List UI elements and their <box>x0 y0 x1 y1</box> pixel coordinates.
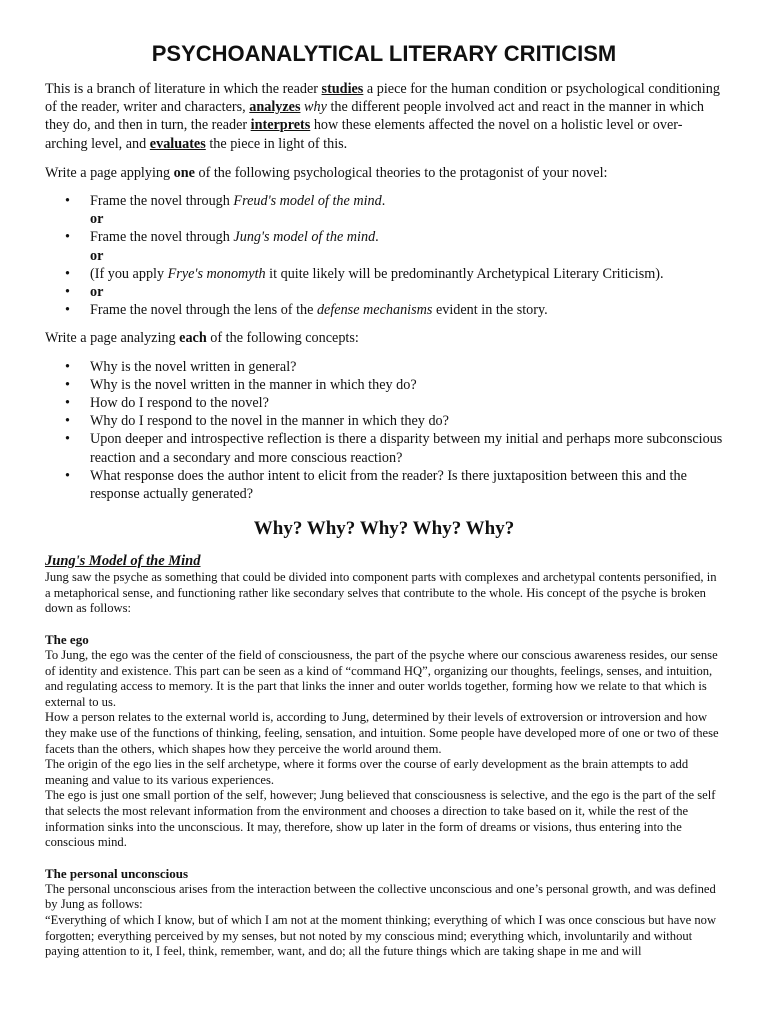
keyword-one: one <box>173 164 195 181</box>
keyword-interprets: interprets <box>250 117 311 134</box>
ego-paragraph: To Jung, the ego was the center of the field of consciousness, the part of the psyche where our conscious awareness resides, our sense of identity and existence. This part can be seen as a kind of “command HQ”, organizing our thoughts, feelings, senses, and intuition, and regulating access to memory. It is the part that links the inner and outer worlds together, forming how we relate to that which is external to us. <box>45 648 718 709</box>
bullet-icon: • <box>65 413 70 430</box>
page-title: PSYCHOANALYTICAL LITERARY CRITICISM <box>151 41 617 66</box>
or-separator: or <box>90 247 104 264</box>
list-item-emphasis: Jung's model of the mind <box>233 229 376 246</box>
list-item <box>45 283 723 301</box>
list-item-text: evident in the story. <box>432 302 548 319</box>
list-item <box>45 412 723 430</box>
bullet-icon: • <box>65 302 70 319</box>
list-item-emphasis: defense mechanisms <box>316 302 433 319</box>
list-item-text: Frame the novel through the lens of the <box>90 302 317 319</box>
emphasis-why: why <box>304 99 327 116</box>
why-heading: Why? Why? Why? Why? Why? <box>253 518 515 540</box>
list-item-text: Frame the novel through <box>90 193 234 210</box>
intro-text: how these elements affected the novel on a holistic level or over-arching level, and <box>45 117 683 152</box>
keyword-studies: studies <box>321 81 364 97</box>
list-item-text: Why is the novel written in general? <box>90 358 297 375</box>
bullet-icon: • <box>65 431 70 448</box>
keyword-each: each <box>179 330 207 347</box>
bullet-icon: • <box>65 265 70 282</box>
list-item <box>45 301 723 319</box>
instruction-text: of the following psychological theories to the protagonist of your novel: <box>194 164 608 181</box>
instruction-text: Write a page analyzing <box>45 330 180 347</box>
list-item <box>45 430 723 466</box>
list-item-text: . <box>375 229 379 246</box>
list-item <box>45 467 723 503</box>
list-item-text: (If you apply <box>90 265 168 282</box>
list-item <box>45 228 723 246</box>
list-item-text: Why do I respond to the novel in the manner in which they do? <box>90 413 449 430</box>
list-item <box>45 376 723 394</box>
list-item-emphasis: Freud's model of the mind <box>233 193 382 210</box>
subheading-ego: The ego <box>45 632 89 648</box>
intro-paragraph <box>45 80 723 153</box>
list-item-text: How do I respond to the novel? <box>90 395 269 412</box>
instruction-text: Write a page applying <box>45 164 174 181</box>
list-item-text: it quite likely will be predominantly Archetypical Literary Criticism). <box>265 265 664 282</box>
intro-text: the different people involved act and react in the manner in which they do, and then in turn, the reader <box>45 99 705 134</box>
bullet-icon: • <box>65 376 70 393</box>
list-item-text: Upon deeper and introspective reflection is there a disparity between my initial and perhaps more subconscious reaction and a secondary and more conscious reaction? <box>90 431 723 466</box>
document-page <box>45 40 723 960</box>
bullet-icon: • <box>65 284 70 301</box>
or-separator: or <box>90 284 104 301</box>
keyword-analyzes: analyzes <box>249 99 301 116</box>
list-item <box>45 358 723 376</box>
ego-paragraph: The origin of the ego lies in the self archetype, where it forms over the course of early development as the brain attempts to add meaning and value to its various experiences. <box>45 757 689 787</box>
list-item-text: . <box>381 193 386 210</box>
bullet-icon: • <box>65 467 70 484</box>
list-item <box>45 394 723 412</box>
jung-intro-paragraph: Jung saw the psyche as something that could be divided into component parts with complexes and archetypal contents personified, in a metaphorical sense, and functioning rather like secondary selves that contribute to the whole. His concept of the psyche is broken down as follows: <box>45 570 717 616</box>
personal-unconscious-paragraph: The personal unconscious arises from the interaction between the collective unconscious and one’s personal growth, and was defined by Jung as follows: <box>45 881 716 912</box>
list-item-text: Why is the novel written in the manner in which they do? <box>90 376 417 393</box>
instruction-text: of the following concepts: <box>206 330 359 347</box>
bullet-icon: • <box>65 193 70 210</box>
intro-text: the piece in light of this. <box>205 135 348 152</box>
theory-list <box>45 192 723 319</box>
list-item-text: Frame the novel through <box>90 229 234 246</box>
list-item <box>45 192 723 210</box>
ego-paragraph: The ego is just one small portion of the self, however; Jung believed that consciousness is selective, and the ego is the part of the self that selects the most relevant information from the environment and chooses a direction to take based on it, while the rest of the information sinks into the unconscious. It may, therefore, show up later in the form of dreams or visions, thus entering into the conscious mind. <box>45 788 716 850</box>
intro-text: a piece for the human condition or psychological conditioning of the reader, writer and characters, <box>45 81 720 116</box>
subheading-personal-unconscious: The personal unconscious <box>45 865 189 881</box>
list-item-emphasis: Frye's monomyth <box>167 265 266 282</box>
list-item-text: What response does the author intent to elicit from the reader? Is there juxtaposition between this and the response actually generated? <box>90 467 687 503</box>
bullet-icon: • <box>65 395 70 412</box>
list-item <box>45 265 723 283</box>
intro-text: This is a branch of literature in which the reader <box>45 81 322 97</box>
personal-unconscious-quote: “Everything of which I know, but of which I am not at the moment thinking; everything of which I was once conscious but have now forgotten; everything perceived by my senses, but not noted by my conscious mind; everything which, involuntarily and without paying attention to it, I feel, think, remember, want, and do; all the future things which are taking shape in me and will <box>45 912 717 959</box>
or-separator: or <box>90 211 104 228</box>
apply-instruction <box>45 164 723 182</box>
ego-paragraph: How a person relates to the external world is, according to Jung, determined by their levels of extroversion or introversion and how they make use of the functions of thinking, feeling, sensation, and intuition. Some people have developed more of one or two of these facets than the others, which shapes how they perceive the world around them. <box>45 710 719 756</box>
keyword-evaluates: evaluates <box>149 135 206 152</box>
concept-list <box>45 358 723 504</box>
bullet-icon: • <box>65 358 70 375</box>
section-heading-jung: Jung's Model of the Mind <box>45 553 201 570</box>
bullet-icon: • <box>65 229 70 246</box>
analyze-instruction <box>45 329 723 347</box>
